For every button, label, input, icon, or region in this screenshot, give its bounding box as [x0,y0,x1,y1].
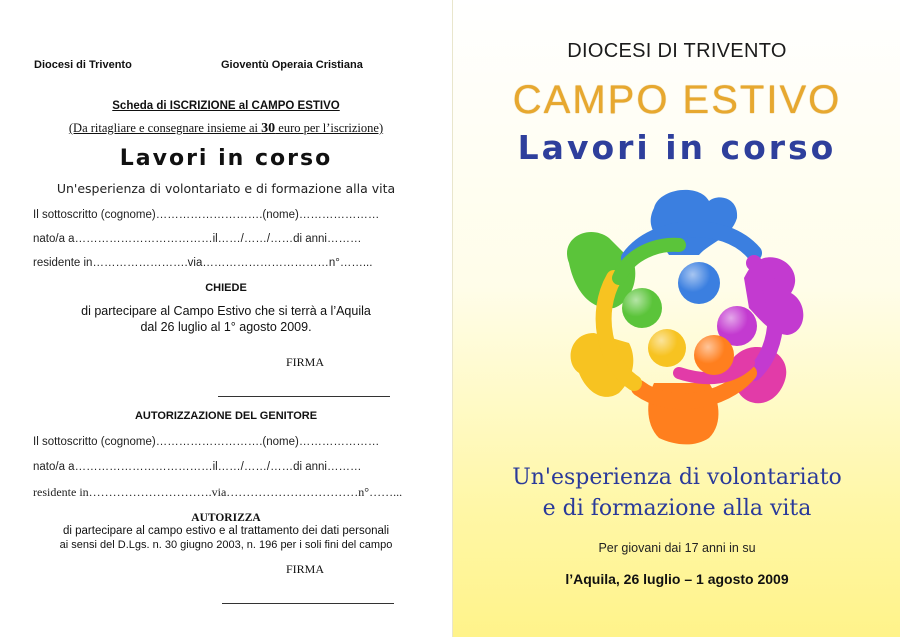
form2-address-line[interactable]: residente in………………………….via……………………………n°……... [33,485,403,499]
cut-instructions [0,121,452,137]
signature-line-1[interactable] [218,396,390,397]
instructions-text: (Da ritagliare e consegnare insieme ai [68,121,262,135]
instructions-text-end: euro per l’iscrizione) [275,121,384,135]
autorizza-text-line2: ai sensi del D.Lgs. n. 30 giugno 2003, n. 196 per i soli fini del campo [59,539,393,551]
cover-slogan-line2: e di formazione alla vita [542,496,812,521]
autorizza-heading: AUTORIZZA [191,512,261,524]
form1-address-line[interactable]: residente in…………………….via……………………………n°……... [33,257,373,269]
form2-birth-line[interactable]: nato/a a………………………………il……/……/……di anni……… [33,461,362,473]
cover-title: Lavori in corso [517,128,837,167]
form-subtitle: Un'esperienza di volontariato e di formazione alla vita [56,181,396,196]
fee-amount: 30 [261,121,276,136]
header-diocese: Diocesi di Trivento [34,59,132,71]
cover-slogan [453,462,900,524]
signature-line-2[interactable] [222,603,394,604]
chiede-text-line2: dal 26 luglio al 1° agosto 2009. [140,320,312,334]
form1-birth-line[interactable]: nato/a a………………………………il……/……/……di anni……… [33,233,362,245]
cover-campo-estivo: CAMPO ESTIVO [512,78,842,122]
firma-label-1: FIRMA [286,355,325,369]
form2-name-line[interactable]: Il sottoscritto (cognome)……………………….(nome)………………… [33,436,380,448]
chiede-heading: CHIEDE [205,282,247,294]
form1-name-line[interactable]: Il sottoscritto (cognome)……………………….(nome)………………… [33,209,380,221]
cover-dates: l’Aquila, 26 luglio – 1 agosto 2009 [565,571,789,587]
form-title: Scheda di ISCRIZIONE al CAMPO ESTIVO [112,100,340,112]
cover-diocese: DIOCESI DI TRIVENTO [567,40,787,62]
form-main-title: Lavori in corso [119,146,333,171]
header-organization: Gioventù Operaia Cristiana [221,59,363,71]
firma-label-2: FIRMA [286,562,325,576]
brochure-cover-page [452,0,900,637]
autorizzazione-heading: AUTORIZZAZIONE DEL GENITORE [134,410,318,422]
chiede-text-line1: di partecipare al Campo Estivo che si terrà a l’Aquila [81,304,371,318]
colorful-people-circle-logo-icon [559,183,819,448]
cover-audience: Per giovani dai 17 anni in su [598,541,756,555]
cover-slogan-line1: Un'esperienza di volontariato [512,465,842,490]
autorizza-text-line1: di partecipare al campo estivo e al trattamento dei dati personali [62,525,389,537]
